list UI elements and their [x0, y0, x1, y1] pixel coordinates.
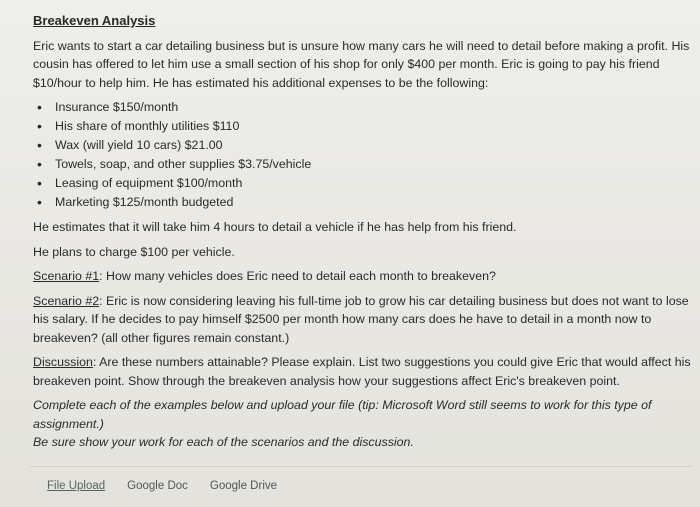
hours-paragraph: He estimates that it will take him 4 hours to detail a vehicle if he has help from his friend. [33, 220, 517, 234]
list-item [37, 193, 693, 212]
discussion [33, 353, 693, 390]
tab-google-doc[interactable]: Google Doc [127, 480, 188, 492]
bullet-icon: • [37, 175, 42, 191]
expense-text: Leasing of equipment $100/month [55, 176, 243, 190]
intro-paragraph: Eric wants to start a car detailing business but is unsure how many cars he will need to detail before making a profit. His cousin has offered to let him use a small section of his shop for only $400 per month. Eric is going to pay his friend $10/hour to help him. He has estimated his additional expenses to be the following: [33, 38, 690, 90]
list-item [37, 117, 693, 136]
bullet-icon: • [37, 194, 42, 210]
list-item [37, 136, 693, 155]
discussion-text: : Are these numbers attainable? Please explain. List two suggestions you could give Eric that would affect his breakeven point. Show through the breakeven analysis how your suggestions affect Eric's breakeven point. [33, 355, 691, 388]
bullet-icon: • [37, 99, 42, 115]
upload-tabs [47, 480, 277, 492]
bullet-icon: • [37, 137, 42, 153]
scenario-2-text: : Eric is now considering leaving his full-time job to grow his car detailing business but does not want to lose his salary. If he decides to pay himself $2500 per month how many cars does he have to detail in a month now to breakeven? (all other figures remain constant.) [33, 293, 689, 345]
expense-text: Wax (will yield 10 cars) $21.00 [55, 138, 223, 152]
assignment-content [33, 12, 693, 452]
instructions-line-1: Complete each of the examples below and upload your file (tip: Microsoft Word still seems to work for this type of assignment.) [33, 398, 652, 431]
scenario-1 [33, 267, 693, 286]
expense-text: Marketing $125/month budgeted [55, 195, 234, 209]
tab-google-drive[interactable]: Google Drive [209, 480, 278, 492]
assignment-title: Breakeven Analysis [33, 13, 156, 28]
list-item [37, 155, 693, 174]
expense-text: His share of monthly utilities $110 [55, 119, 240, 133]
expense-text: Insurance $150/month [55, 100, 179, 114]
scenario-1-label: Scenario #1 [33, 269, 100, 283]
charge-paragraph: He plans to charge $100 per vehicle. [33, 244, 235, 259]
bullet-icon: • [37, 118, 42, 134]
expense-text: Towels, soap, and other supplies $3.75/vehicle [55, 157, 312, 171]
instructions-line-2: Be sure show your work for each of the scenarios and the discussion. [33, 435, 414, 449]
scenario-1-text: : How many vehicles does Eric need to detail each month to breakeven? [99, 269, 496, 283]
discussion-label: Discussion [33, 355, 93, 369]
list-item [37, 174, 693, 193]
list-item [37, 98, 693, 117]
divider [30, 466, 693, 467]
tab-file-upload[interactable]: File Upload [47, 480, 106, 492]
scenario-2 [33, 292, 693, 348]
scenario-2-label: Scenario #2 [33, 293, 100, 308]
expense-list [33, 98, 693, 212]
bullet-icon: • [37, 156, 42, 172]
